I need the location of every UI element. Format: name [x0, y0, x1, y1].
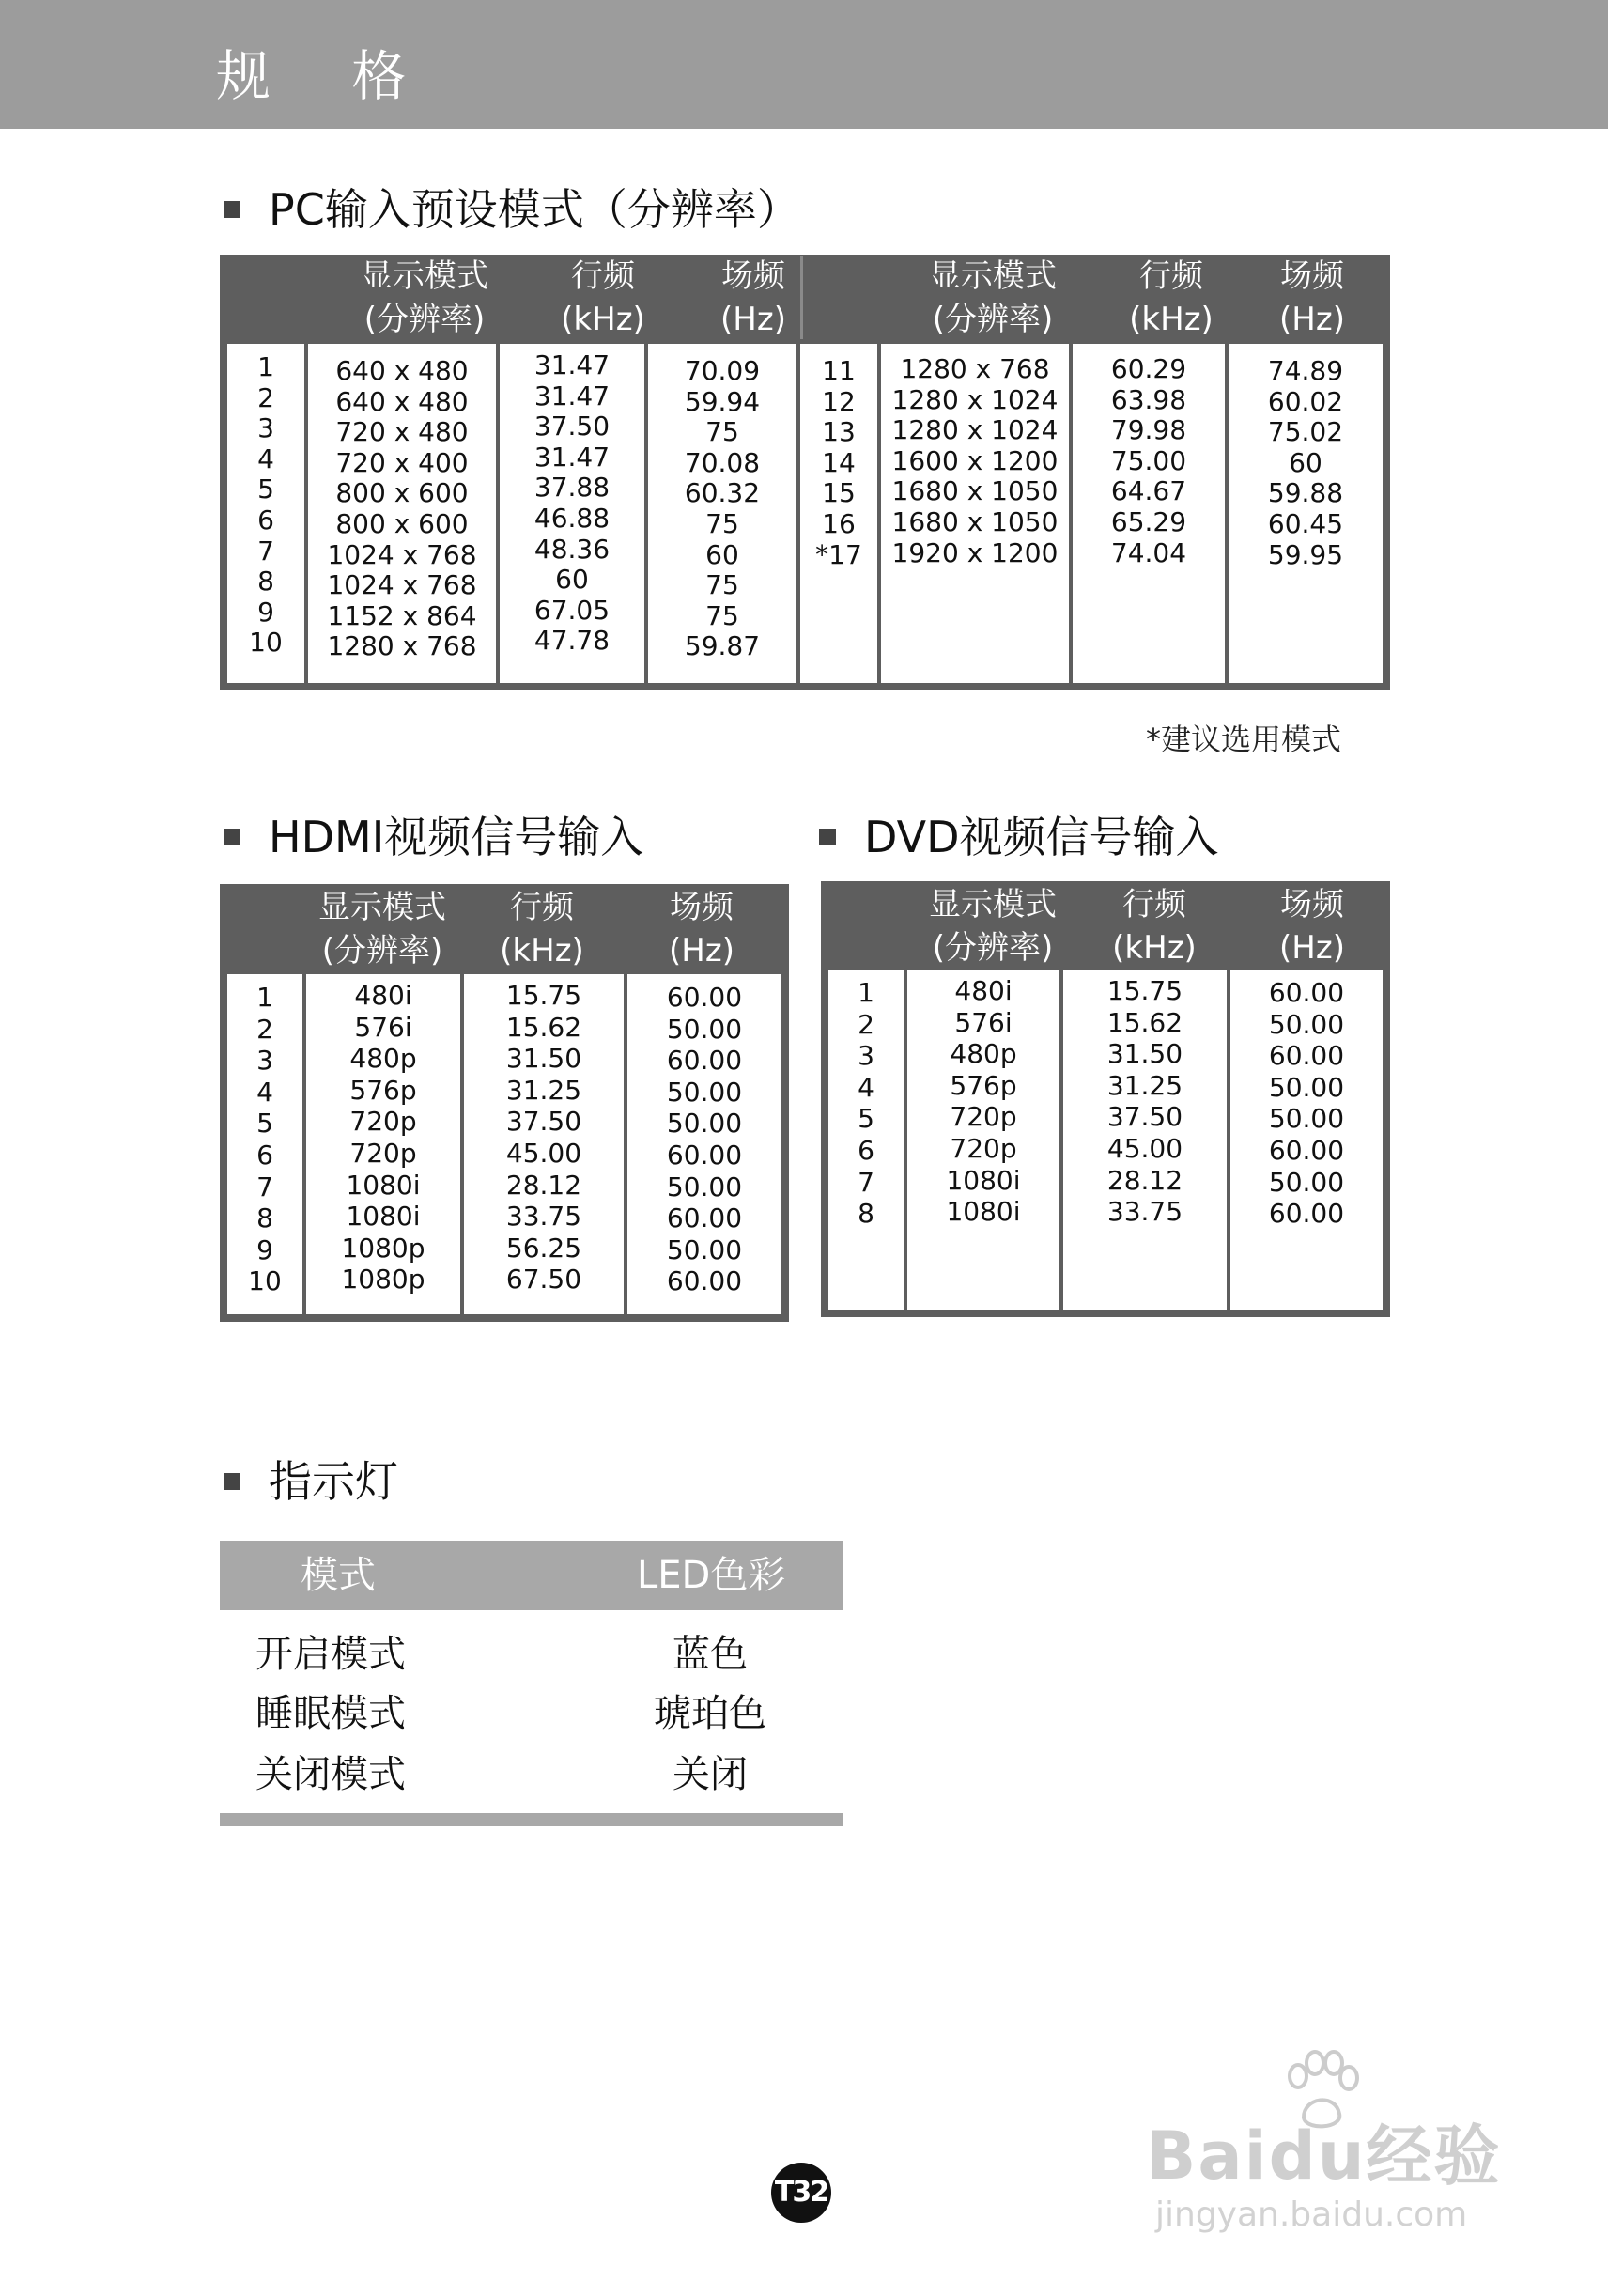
table-cell: 50.00: [1268, 1166, 1345, 1198]
table-cell: 3: [858, 1040, 874, 1072]
table-cell: 28.12: [505, 1169, 582, 1201]
dvd-mode-table: [821, 881, 1390, 1317]
pc-left-number-column: [227, 344, 304, 683]
table-cell: 15.62: [505, 1011, 582, 1043]
table-cell: 16: [822, 508, 856, 539]
table-cell: 60.00: [666, 1045, 743, 1077]
table-cell: 720 x 400: [335, 446, 469, 478]
table-cell: 60.00: [1268, 977, 1345, 1008]
table-cell: 5: [858, 1103, 874, 1135]
led-table-bottom-bar: [220, 1813, 843, 1826]
led-color-on: 蓝色: [673, 1633, 748, 1676]
bullet-square-icon: [224, 201, 240, 218]
table-cell: 1080p: [341, 1232, 425, 1264]
table-cell: 50.00: [1268, 1071, 1345, 1103]
table-cell: 1080i: [946, 1164, 1021, 1196]
table-cell: 45.00: [1106, 1133, 1183, 1164]
table-cell: 50.00: [666, 1076, 743, 1108]
table-cell: 60.29: [1110, 353, 1187, 384]
table-cell: 60.32: [684, 477, 761, 509]
table-cell: 576p: [950, 1069, 1017, 1101]
header-mode-right: 显示模式 (分辨率): [929, 257, 1057, 338]
table-cell: 31.50: [505, 1043, 582, 1075]
table-cell: 74.89: [1267, 355, 1344, 386]
table-cell: 75.02: [1267, 416, 1344, 448]
table-cell: 74.04: [1110, 536, 1187, 568]
table-cell: 75.00: [1110, 444, 1187, 476]
header-v-freq: 场频 (Hz): [669, 889, 734, 970]
table-cell: 33.75: [1106, 1196, 1183, 1228]
pc-right-resolution-column: [881, 344, 1069, 683]
table-cell: 800 x 600: [335, 508, 469, 539]
table-cell: 9: [256, 1233, 273, 1265]
table-cell: 1280 x 1024: [891, 383, 1059, 415]
table-cell: 1280 x 1024: [891, 414, 1059, 446]
table-cell: 640 x 480: [335, 385, 469, 417]
table-cell: 4: [858, 1071, 874, 1103]
table-cell: 6: [256, 1140, 273, 1171]
table-cell: 37.88: [533, 472, 611, 504]
table-cell: 67.05: [533, 594, 611, 626]
dvd-v-freq-column: [1230, 970, 1383, 1310]
table-cell: 1080i: [346, 1201, 421, 1233]
table-cell: 60.00: [666, 1265, 743, 1297]
table-cell: 5: [256, 1108, 273, 1140]
pc-table-body: [227, 344, 1383, 683]
table-cell: 59.95: [1267, 538, 1344, 570]
header-h-freq: 行频 (kHz): [561, 257, 645, 338]
table-cell: 7: [858, 1166, 874, 1198]
table-cell: 1280 x 768: [900, 353, 1050, 384]
header-divider: [800, 256, 803, 339]
table-cell: 7: [256, 1171, 273, 1202]
table-cell: 70.09: [684, 355, 761, 386]
table-cell: 10: [249, 627, 283, 659]
header-v-freq-right: 场频 (Hz): [1279, 257, 1345, 338]
dvd-number-column: [828, 970, 904, 1310]
header-mode: 显示模式 (分辨率): [318, 889, 446, 970]
table-cell: 720p: [950, 1101, 1017, 1133]
dvd-table-header: [828, 881, 1383, 970]
table-cell: 60.02: [1267, 385, 1344, 417]
hdmi-table-body: [227, 974, 781, 1314]
table-cell: 50.00: [666, 1108, 743, 1140]
hdmi-mode-table: [220, 884, 789, 1322]
led-color-sleep: 琥珀色: [654, 1692, 766, 1735]
table-cell: 1080p: [341, 1264, 425, 1295]
table-cell: 50.00: [1268, 1103, 1345, 1135]
table-cell: 1600 x 1200: [891, 444, 1059, 476]
table-cell: 33.75: [505, 1201, 582, 1233]
table-cell: 13: [822, 416, 856, 448]
table-cell: 46.88: [533, 503, 611, 534]
recommended-mode-note: *建议选用模式: [1146, 721, 1342, 757]
table-cell: 60: [555, 564, 589, 596]
table-cell: 7: [257, 535, 274, 566]
table-cell: 59.87: [684, 630, 761, 662]
table-cell: 1024 x 768: [327, 569, 477, 601]
table-cell: 60.00: [666, 1140, 743, 1171]
table-cell: 720 x 480: [335, 416, 469, 448]
bullet-square-icon: [224, 1473, 240, 1490]
table-cell: 15.75: [1106, 975, 1183, 1006]
led-color-off: 关闭: [673, 1753, 748, 1796]
header-h-freq-right: 行频 (kHz): [1129, 257, 1214, 338]
table-cell: 65.29: [1110, 506, 1187, 537]
pc-left-h-freq-column: [500, 344, 644, 683]
table-cell: 480p: [950, 1038, 1017, 1070]
table-cell: 9: [257, 596, 274, 628]
table-cell: 15.75: [505, 980, 582, 1011]
bullet-square-icon: [224, 829, 240, 845]
table-cell: 31.50: [1106, 1038, 1183, 1070]
table-cell: 45.00: [505, 1138, 582, 1169]
led-section-title: 指示灯: [224, 1460, 398, 1503]
pc-table-header: [227, 255, 1383, 344]
table-cell: 67.50: [505, 1264, 582, 1295]
table-cell: 640 x 480: [335, 355, 469, 386]
table-cell: 720p: [349, 1138, 417, 1169]
table-cell: 75: [705, 416, 739, 448]
pc-right-number-column: [800, 344, 877, 683]
table-cell: 79.98: [1110, 414, 1187, 446]
table-cell: 48.36: [533, 533, 611, 565]
table-cell: 56.25: [505, 1232, 582, 1264]
baidu-watermark: Baidu经验 jingyan.baidu.com: [1136, 2048, 1531, 2236]
table-cell: 2: [256, 1013, 273, 1045]
pc-left-v-freq-column: [648, 344, 796, 683]
hdmi-h-freq-column: [464, 974, 624, 1314]
table-cell: 37.50: [505, 1106, 582, 1138]
table-cell: 37.50: [1106, 1101, 1183, 1133]
table-cell: 1: [256, 982, 273, 1013]
table-cell: 60.00: [1268, 1135, 1345, 1166]
table-cell: 4: [256, 1076, 273, 1108]
table-cell: 6: [858, 1135, 874, 1166]
led-header-color: LED色彩: [637, 1554, 786, 1597]
header-h-freq: 行频 (kHz): [1112, 886, 1197, 967]
table-cell: 576i: [954, 1006, 1013, 1038]
table-cell: 59.94: [684, 385, 761, 417]
pc-section-title: PC输入预设模式（分辨率）: [224, 188, 800, 231]
table-cell: 64.67: [1110, 475, 1187, 507]
table-cell: 37.50: [533, 411, 611, 442]
led-mode-on: 开启模式: [255, 1633, 406, 1676]
table-cell: 15.62: [1106, 1006, 1183, 1038]
table-cell: 3: [257, 412, 274, 444]
table-cell: 75: [705, 508, 739, 539]
table-cell: 480i: [354, 980, 412, 1011]
table-cell: 63.98: [1110, 383, 1187, 415]
table-cell: 576p: [349, 1074, 417, 1106]
led-mode-off: 关闭模式: [255, 1753, 406, 1796]
table-cell: 8: [257, 566, 274, 597]
dvd-table-body: [828, 970, 1383, 1310]
table-cell: 2: [257, 381, 274, 413]
table-cell: 1680 x 1050: [891, 475, 1059, 507]
table-cell: 2: [858, 1008, 874, 1040]
header-v-freq: 场频 (Hz): [1279, 886, 1345, 967]
page-number-badge: T32: [771, 2163, 831, 2223]
table-cell: 60: [705, 538, 739, 570]
table-cell: 1: [257, 351, 274, 382]
table-cell: 14: [822, 446, 856, 478]
pc-right-v-freq-column: [1229, 344, 1383, 683]
table-cell: 8: [858, 1198, 874, 1230]
table-cell: 1920 x 1200: [891, 536, 1059, 568]
led-header-mode: 模式: [301, 1554, 376, 1597]
table-cell: 47.78: [533, 625, 611, 657]
table-cell: 50.00: [666, 1013, 743, 1045]
pc-left-resolution-column: [308, 344, 496, 683]
table-cell: 1: [858, 977, 874, 1008]
hdmi-number-column: [227, 974, 302, 1314]
table-cell: 1080i: [946, 1196, 1021, 1228]
dvd-h-freq-column: [1063, 970, 1227, 1310]
table-cell: 5: [257, 473, 274, 505]
header-mode: 显示模式 (分辨率): [929, 886, 1057, 967]
page-title: 规 格: [216, 44, 439, 108]
table-cell: 1024 x 768: [327, 538, 477, 570]
table-cell: 31.25: [1106, 1069, 1183, 1101]
table-cell: 60.45: [1267, 508, 1344, 539]
table-cell: 75: [705, 599, 739, 631]
header-v-freq: 场频 (Hz): [720, 257, 786, 338]
table-cell: 50.00: [1268, 1008, 1345, 1040]
pc-mode-table: [220, 255, 1390, 690]
bullet-square-icon: [819, 829, 836, 845]
table-cell: 60.00: [1268, 1040, 1345, 1072]
table-cell: 800 x 600: [335, 477, 469, 509]
table-cell: 4: [257, 442, 274, 474]
table-cell: 75: [705, 569, 739, 601]
table-cell: 60.00: [666, 982, 743, 1013]
table-cell: 720p: [349, 1106, 417, 1138]
hdmi-table-header: [227, 884, 781, 974]
table-cell: 60.00: [1268, 1198, 1345, 1230]
dvd-resolution-column: [907, 970, 1059, 1310]
table-cell: 10: [248, 1265, 282, 1297]
dvd-section-title: DVD视频信号输入: [819, 815, 1219, 859]
table-cell: 11: [822, 355, 856, 386]
table-cell: 31.47: [533, 441, 611, 473]
table-cell: 60.00: [666, 1202, 743, 1234]
led-table-header: [220, 1541, 843, 1610]
table-cell: 31.25: [505, 1074, 582, 1106]
header-mode: 显示模式 (分辨率): [361, 257, 488, 338]
table-cell: 1680 x 1050: [891, 506, 1059, 537]
hdmi-resolution-column: [306, 974, 460, 1314]
table-cell: 480i: [954, 975, 1013, 1006]
table-cell: 59.88: [1267, 477, 1344, 509]
table-cell: 3: [256, 1045, 273, 1077]
table-cell: 60: [1289, 446, 1322, 478]
table-cell: 70.08: [684, 446, 761, 478]
table-cell: *17: [815, 538, 862, 570]
table-cell: 28.12: [1106, 1164, 1183, 1196]
table-cell: 1152 x 864: [327, 599, 477, 631]
hdmi-v-freq-column: [627, 974, 781, 1314]
table-cell: 31.47: [533, 349, 611, 380]
table-cell: 720p: [950, 1133, 1017, 1164]
hdmi-section-title: HDMI视频信号输入: [224, 815, 643, 859]
table-cell: 50.00: [666, 1233, 743, 1265]
pc-right-h-freq-column: [1073, 344, 1225, 683]
table-cell: 480p: [349, 1043, 417, 1075]
table-cell: 12: [822, 385, 856, 417]
table-cell: 6: [257, 504, 274, 535]
table-cell: 50.00: [666, 1171, 743, 1202]
table-cell: 8: [256, 1202, 273, 1234]
table-cell: 1080i: [346, 1169, 421, 1201]
header-h-freq: 行频 (kHz): [500, 889, 584, 970]
table-cell: 576i: [354, 1011, 412, 1043]
table-cell: 31.47: [533, 380, 611, 411]
table-cell: 1280 x 768: [327, 630, 477, 662]
led-mode-sleep: 睡眠模式: [255, 1692, 406, 1735]
table-cell: 15: [822, 477, 856, 509]
